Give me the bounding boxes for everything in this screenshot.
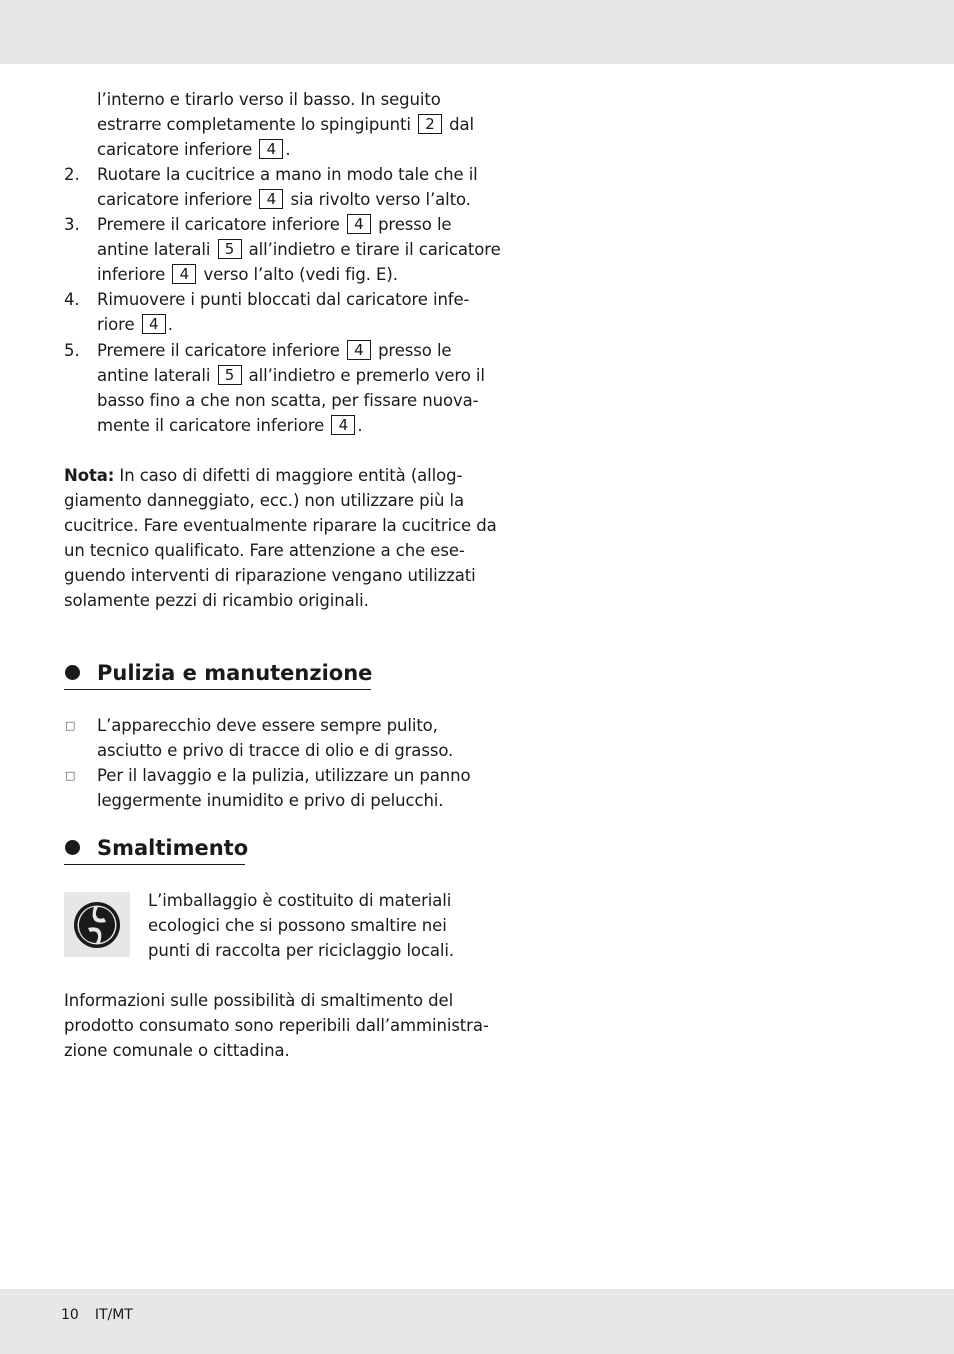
cleaning-bullet2-line1: Per il lavaggio e la pulizia, utilizzare un panno xyxy=(97,766,471,785)
part-ref-box: 4 xyxy=(331,415,355,435)
step1-cont-line3: caricatore inferiore 4 . xyxy=(97,140,291,159)
disposal-info-line2: prodotto consumato sono reperibili dall’amministra- xyxy=(64,1016,489,1035)
cleaning-heading-text: Pulizia e manutenzione xyxy=(97,661,373,685)
checkbox-bullet-icon: □ xyxy=(65,769,76,782)
packaging-line1: L’imballaggio è costituito di materiali xyxy=(148,891,452,910)
packaging-line3: punti di raccolta per riciclaggio locali. xyxy=(148,941,455,960)
cleaning-heading xyxy=(64,659,371,690)
step3-number: 3. xyxy=(64,215,80,234)
note-line4: un tecnico qualificato. Fare attenzione a che ese- xyxy=(64,541,465,560)
part-ref-box: 5 xyxy=(218,239,242,259)
step2-number: 2. xyxy=(64,165,80,184)
green-dot-recycling-icon xyxy=(64,892,130,957)
note-line2: giamento danneggiato, ecc.) non utilizzare più la xyxy=(64,491,464,510)
language-code: IT/MT xyxy=(94,1307,133,1323)
step5-line1: Premere il caricatore inferiore 4 presso le xyxy=(97,341,452,360)
cleaning-bullet2-line2: leggermente inumidito e privo di pelucchi. xyxy=(97,791,444,810)
note-line1: Nota: In caso di difetti di maggiore entità (allog- xyxy=(64,466,463,485)
part-ref-box: 4 xyxy=(142,314,166,334)
part-ref-box: 2 xyxy=(418,114,442,134)
step3-line2: antine laterali 5 all’indietro e tirare il caricatore xyxy=(97,240,501,259)
packaging-line2: ecologici che si possono smaltire nei xyxy=(148,916,447,935)
part-ref-box: 4 xyxy=(259,189,283,209)
step1-cont-line1: l’interno e tirarlo verso il basso. In seguito xyxy=(97,90,441,109)
note-line5: guendo interventi di riparazione vengano utilizzati xyxy=(64,566,476,585)
part-ref-box: 4 xyxy=(347,340,371,360)
step2-line1: Ruotare la cucitrice a mano in modo tale che il xyxy=(97,165,478,184)
page-number: 10 xyxy=(61,1307,79,1323)
step4-line1: Rimuovere i punti bloccati dal caricatore infe- xyxy=(97,290,470,309)
section-bullet-icon xyxy=(65,665,80,680)
section-bullet-icon xyxy=(65,840,80,855)
disposal-heading-text: Smaltimento xyxy=(97,836,249,860)
step5-line3: basso fino a che non scatta, per fissare nuova- xyxy=(97,391,479,410)
step4-number: 4. xyxy=(64,290,80,309)
part-ref-box: 5 xyxy=(218,365,242,385)
step5-number: 5. xyxy=(64,341,80,360)
checkbox-bullet-icon: □ xyxy=(65,719,76,732)
disposal-info-line1: Informazioni sulle possibilità di smaltimento del xyxy=(64,991,454,1010)
note-label: Nota: xyxy=(64,466,115,485)
part-ref-box: 4 xyxy=(347,214,371,234)
step5-line2: antine laterali 5 all’indietro e premerlo vero il xyxy=(97,366,485,385)
step1-cont-line2: estrarre completamente lo spingipunti 2 dal xyxy=(97,115,475,134)
cleaning-bullet1-line2: asciutto e privo di tracce di olio e di grasso. xyxy=(97,741,454,760)
step3-line1: Premere il caricatore inferiore 4 presso le xyxy=(97,215,452,234)
step3-line3: inferiore 4 verso l’alto (vedi fig. E). xyxy=(97,265,398,284)
cleaning-bullet1-line1: L’apparecchio deve essere sempre pulito, xyxy=(97,716,438,735)
top-band xyxy=(0,0,954,64)
part-ref-box: 4 xyxy=(259,139,283,159)
note-line3: cucitrice. Fare eventualmente riparare la cucitrice da xyxy=(64,516,497,535)
disposal-info-line3: zione comunale o cittadina. xyxy=(64,1041,290,1060)
page-footer xyxy=(61,1305,149,1325)
part-ref-box: 4 xyxy=(172,264,196,284)
note-line6: solamente pezzi di ricambio originali. xyxy=(64,591,369,610)
step5-line4: mente il caricatore inferiore 4 . xyxy=(97,416,363,435)
step2-line2: caricatore inferiore 4 sia rivolto verso l’alto. xyxy=(97,190,471,209)
disposal-heading xyxy=(64,834,249,865)
step4-line2: riore 4 . xyxy=(97,315,173,334)
